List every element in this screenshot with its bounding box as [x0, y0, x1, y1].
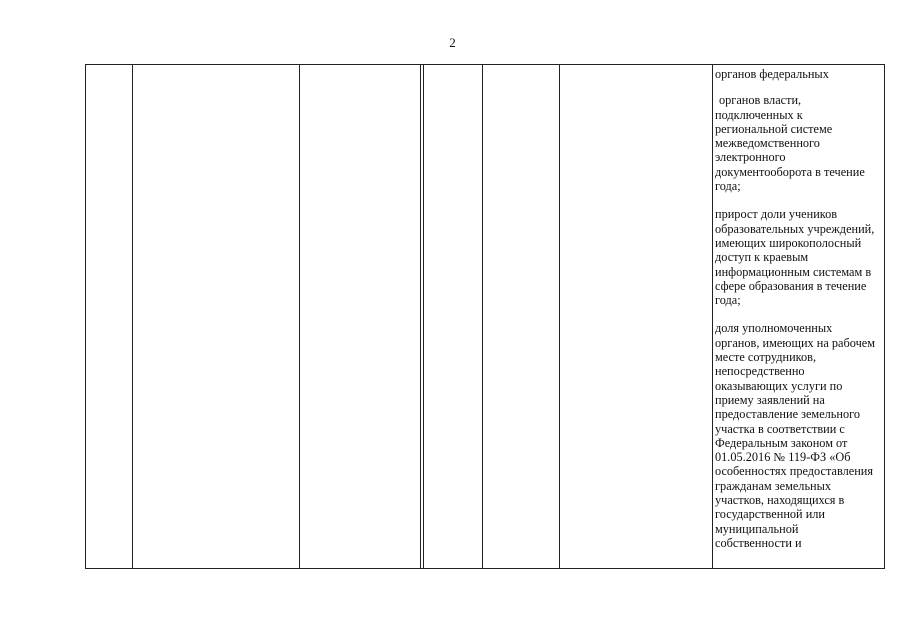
table — [85, 64, 885, 569]
page-number: 2 — [449, 35, 456, 50]
column-divider — [132, 65, 133, 568]
column-divider — [299, 65, 300, 568]
indicators-cell — [715, 67, 878, 564]
paragraph: доля уполномоченных органов, имеющих на рабочем месте сотрудников, непосредственно оказывающих услуги по приему заявлений на предоставление земельного участка в соответствии с Федеральным законом от 01.05.2016 № 119-ФЗ «Об особенностях предоставления гражданам земельных участков, находящихся в государственной или муниципальной собственности и — [715, 321, 875, 550]
column-divider — [482, 65, 483, 568]
paragraph: органов власти, подключенных к региональной системе межведомственного электронного документооборота в течение года; — [715, 93, 865, 194]
column-divider — [559, 65, 560, 568]
paragraph: органов федеральных — [715, 67, 829, 81]
column-divider — [712, 65, 713, 568]
column-divider — [420, 65, 421, 568]
paragraph: прирост доли учеников образовательных учреждений, имеющих широкополосный доступ к краевым информационным системам в сфере образования в течение года; — [715, 207, 875, 308]
